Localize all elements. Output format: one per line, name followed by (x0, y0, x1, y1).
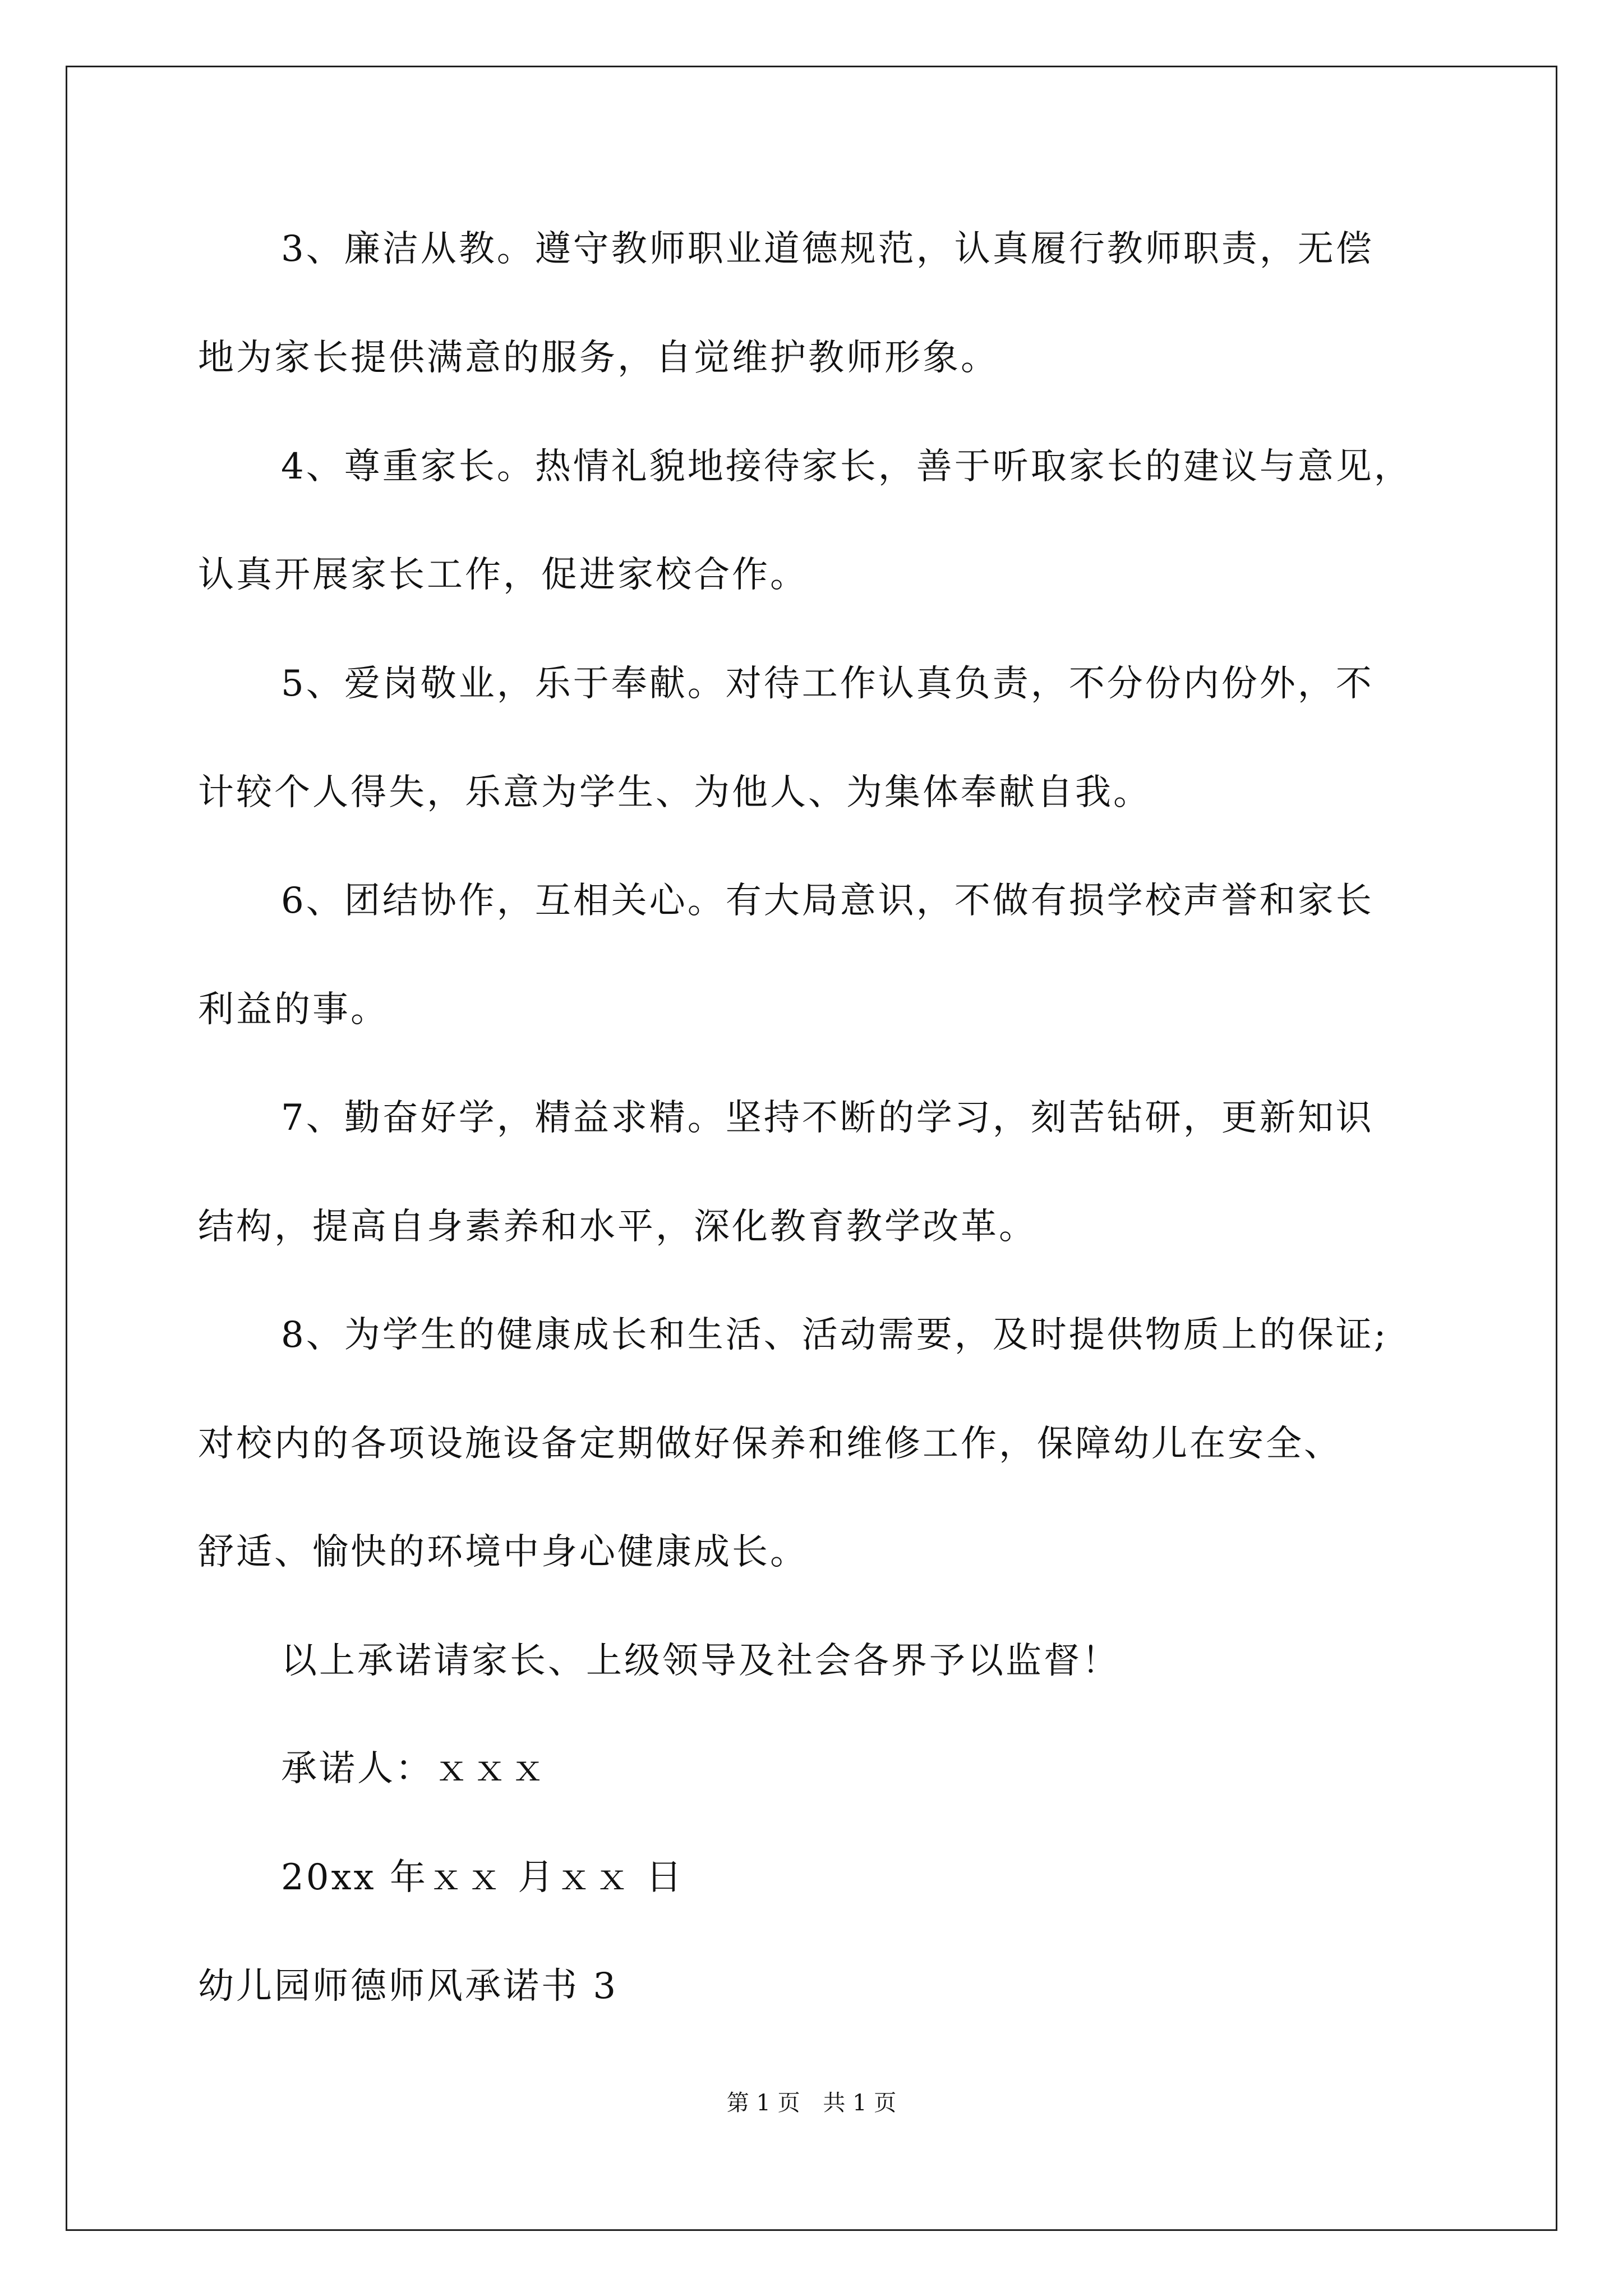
date-line: 20xx 年ｘｘ 月ｘｘ 日 (281, 1857, 684, 1898)
page-total: 共 1 页 (823, 2090, 897, 2116)
paragraph-line: 6、团结协作，互相关心。有大局意识，不做有损学校声誉和家长 (281, 880, 1374, 922)
paragraph-line: 4、尊重家长。热情礼貌地接待家长，善于听取家长的建议与意见， (281, 446, 1412, 487)
page-footer (0, 2089, 1623, 2117)
paragraph-line: 计较个人得失，乐意为学生、为他人、为集体奉献自我。 (198, 772, 1151, 813)
paragraph-line: 舒适、愉快的环境中身心健康成长。 (198, 1531, 808, 1573)
paragraph-line: 3、廉洁从教。遵守教师职业道德规范，认真履行教师职责，无偿 (281, 228, 1374, 270)
paragraph-line: 对校内的各项设施设备定期做好保养和维修工作，保障幼儿在安全、 (198, 1423, 1342, 1465)
page-number: 第 1 页 (726, 2090, 800, 2116)
paragraph-line: 7、勤奋好学，精益求精。坚持不断的学习，刻苦钻研，更新知识 (281, 1097, 1374, 1139)
next-section-title: 幼儿园师德师风承诺书 3 (198, 1966, 619, 2007)
closing-statement: 以上承诺请家长、上级领导及社会各界予以监督！ (281, 1640, 1120, 1682)
paragraph-line: 8、为学生的健康成长和生活、活动需要，及时提供物质上的保证; (281, 1314, 1389, 1356)
paragraph-line: 认真开展家长工作，促进家校合作。 (198, 554, 808, 596)
paragraph-line: 5、爱岗敬业，乐于奉献。对待工作认真负责，不分份内份外，不 (281, 663, 1374, 705)
page-border (66, 66, 1557, 2231)
paragraph-line: 地为家长提供满意的服务，自觉维护教师形象。 (198, 337, 999, 379)
paragraph-line: 利益的事。 (198, 989, 389, 1030)
paragraph-line: 结构，提高自身素养和水平，深化教育教学改革。 (198, 1206, 1037, 1248)
signer-line: 承诺人：ｘｘｘ (281, 1748, 548, 1789)
